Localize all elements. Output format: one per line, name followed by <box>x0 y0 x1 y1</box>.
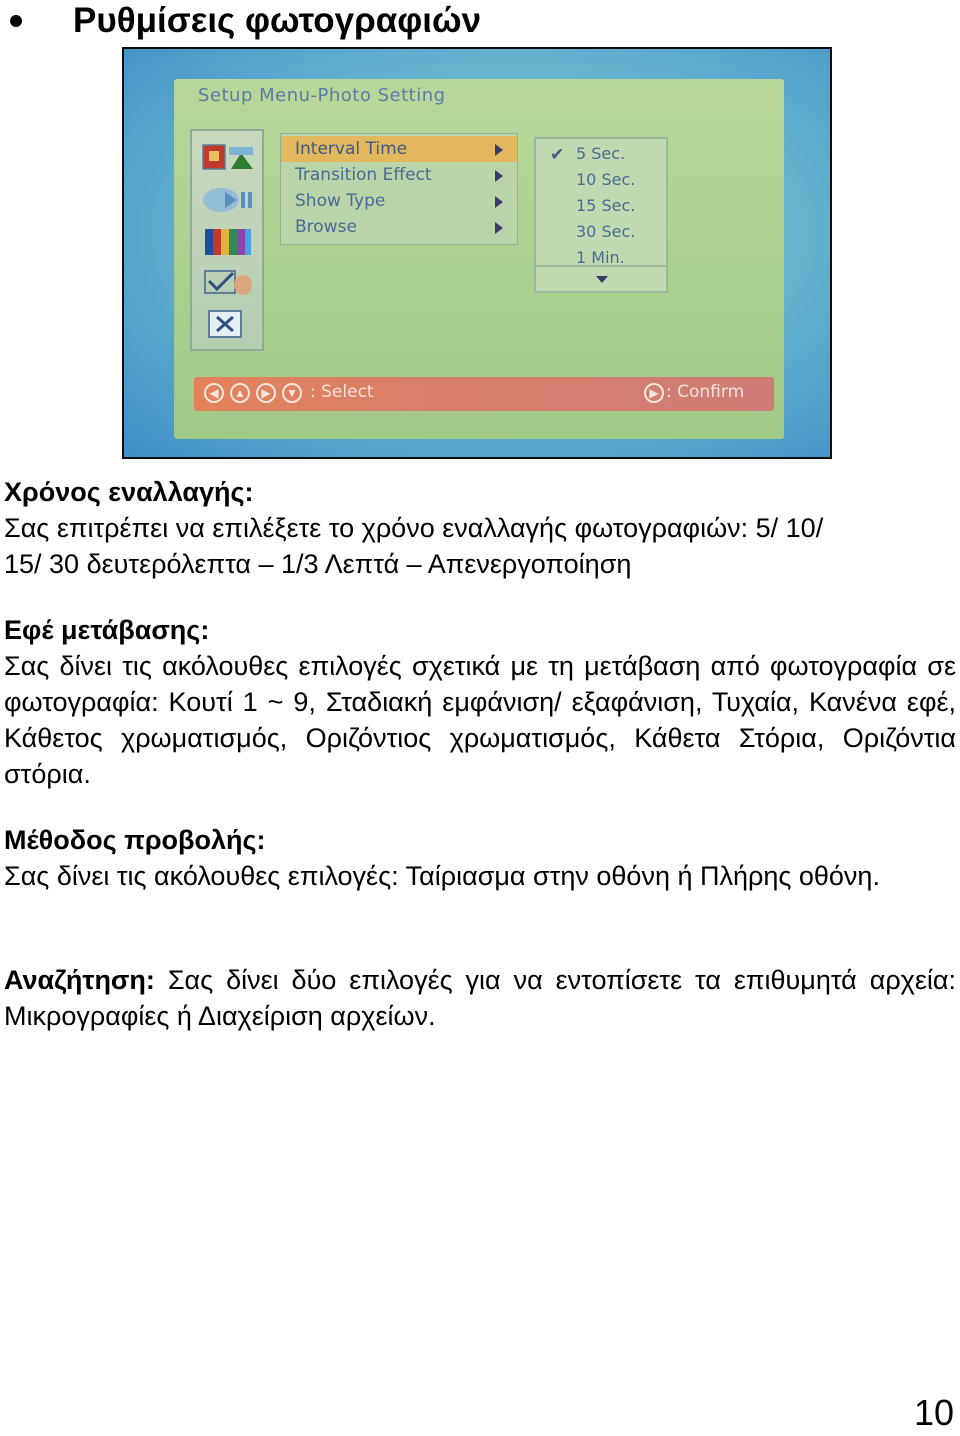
show-type-title: Μέθοδος προβολής: <box>4 825 266 855</box>
menu-item-interval-time[interactable] <box>281 136 517 162</box>
section-heading <box>0 0 960 40</box>
checkmark-hand-icon <box>201 265 255 299</box>
chevron-down-icon <box>596 276 608 283</box>
up-arrow-icon: ▲ <box>230 383 250 403</box>
chevron-right-icon <box>495 222 503 234</box>
browse-text: Σας δίνει δύο επιλογές για να εντοπίσετε τα επιθυμητά αρχεία: Μικρογραφίες ή Διαχείριση αρχείων. <box>4 965 956 1031</box>
menu-icon-column <box>190 129 264 351</box>
menu-item-label: Transition Effect <box>295 165 432 185</box>
menu-item-label: Browse <box>295 217 357 237</box>
play-button-icon: ▶ <box>644 383 664 403</box>
menu-item-show-type[interactable] <box>281 188 517 214</box>
menu-item-browse[interactable] <box>281 214 517 240</box>
transition-title: Εφέ μετάβασης: <box>4 615 210 645</box>
left-arrow-icon: ◀ <box>204 383 224 403</box>
menu-footer-bar <box>194 377 774 411</box>
submenu-item-label: 15 Sec. <box>576 196 636 215</box>
show-type-section <box>4 822 956 894</box>
bullet-icon <box>10 15 22 27</box>
interval-line-2: 15/ 30 δευτερόλεπτα – 1/3 Λεπτά – Απενεργοποίηση <box>4 549 632 579</box>
right-arrow-icon: ▶ <box>256 383 276 403</box>
heading-text: Ρυθμίσεις φωτογραφιών <box>73 1 482 40</box>
submenu-item-label: 5 Sec. <box>576 144 626 163</box>
chevron-right-icon <box>495 144 503 156</box>
show-type-text: Σας δίνει τις ακόλουθες επιλογές: Ταίριασμα στην οθόνη ή Πλήρης οθόνη. <box>4 861 880 891</box>
submenu-item-15-sec[interactable] <box>536 193 666 219</box>
interval-line-1: Σας επιτρέπει να επιλέξετε το χρόνο εναλλαγής φωτογραφιών: 5/ 10/ <box>4 513 824 543</box>
submenu-item-label: 30 Sec. <box>576 222 636 241</box>
color-bars-icon <box>201 225 255 259</box>
browse-title: Αναζήτηση: <box>4 965 155 995</box>
play-pause-icon <box>201 183 255 217</box>
submenu-item-30-sec[interactable] <box>536 219 666 245</box>
select-hint: : Select <box>310 382 374 402</box>
interval-submenu <box>534 137 668 293</box>
browse-section <box>4 962 956 1034</box>
submenu-item-label: 1 Min. <box>576 248 625 267</box>
menu-item-transition-effect[interactable] <box>281 162 517 188</box>
photo-icon <box>201 141 255 175</box>
transition-text: Σας δίνει τις ακόλουθες επιλογές σχετικά με τη μετάβαση από φωτογραφία σε φωτογραφία: Κουτί 1 ~ 9, Σταδιακή εμφάνιση/ εξαφάνιση, Τυχαία, Κανένα εφέ, Κάθετος χρωματισμός, Οριζόντιος χρωματισμός, Κάθετα Στόρια, Οριζόντια στόρια. <box>4 651 956 789</box>
page-number: 10 <box>913 1392 954 1433</box>
submenu-item-10-sec[interactable] <box>536 167 666 193</box>
chevron-right-icon <box>495 196 503 208</box>
tv-screenshot <box>122 47 832 459</box>
confirm-hint: : Confirm <box>666 382 745 402</box>
submenu-scroll-down[interactable] <box>536 265 666 293</box>
checkmark-icon: ✔ <box>550 145 565 165</box>
transition-section <box>4 612 956 792</box>
submenu-item-5-sec[interactable] <box>536 141 666 167</box>
submenu-item-label: 10 Sec. <box>576 170 636 189</box>
close-icon <box>201 307 255 341</box>
interval-title: Χρόνος εναλλαγής: <box>4 477 254 507</box>
interval-section <box>4 474 956 582</box>
menu-item-label: Show Type <box>295 191 386 211</box>
down-arrow-icon: ▼ <box>282 383 302 403</box>
menu-item-label: Interval Time <box>295 139 408 159</box>
photo-setting-menu <box>280 133 518 245</box>
setup-menu-panel <box>174 79 784 439</box>
chevron-right-icon <box>495 170 503 182</box>
setup-menu-title: Setup Menu-Photo Setting <box>198 85 446 106</box>
